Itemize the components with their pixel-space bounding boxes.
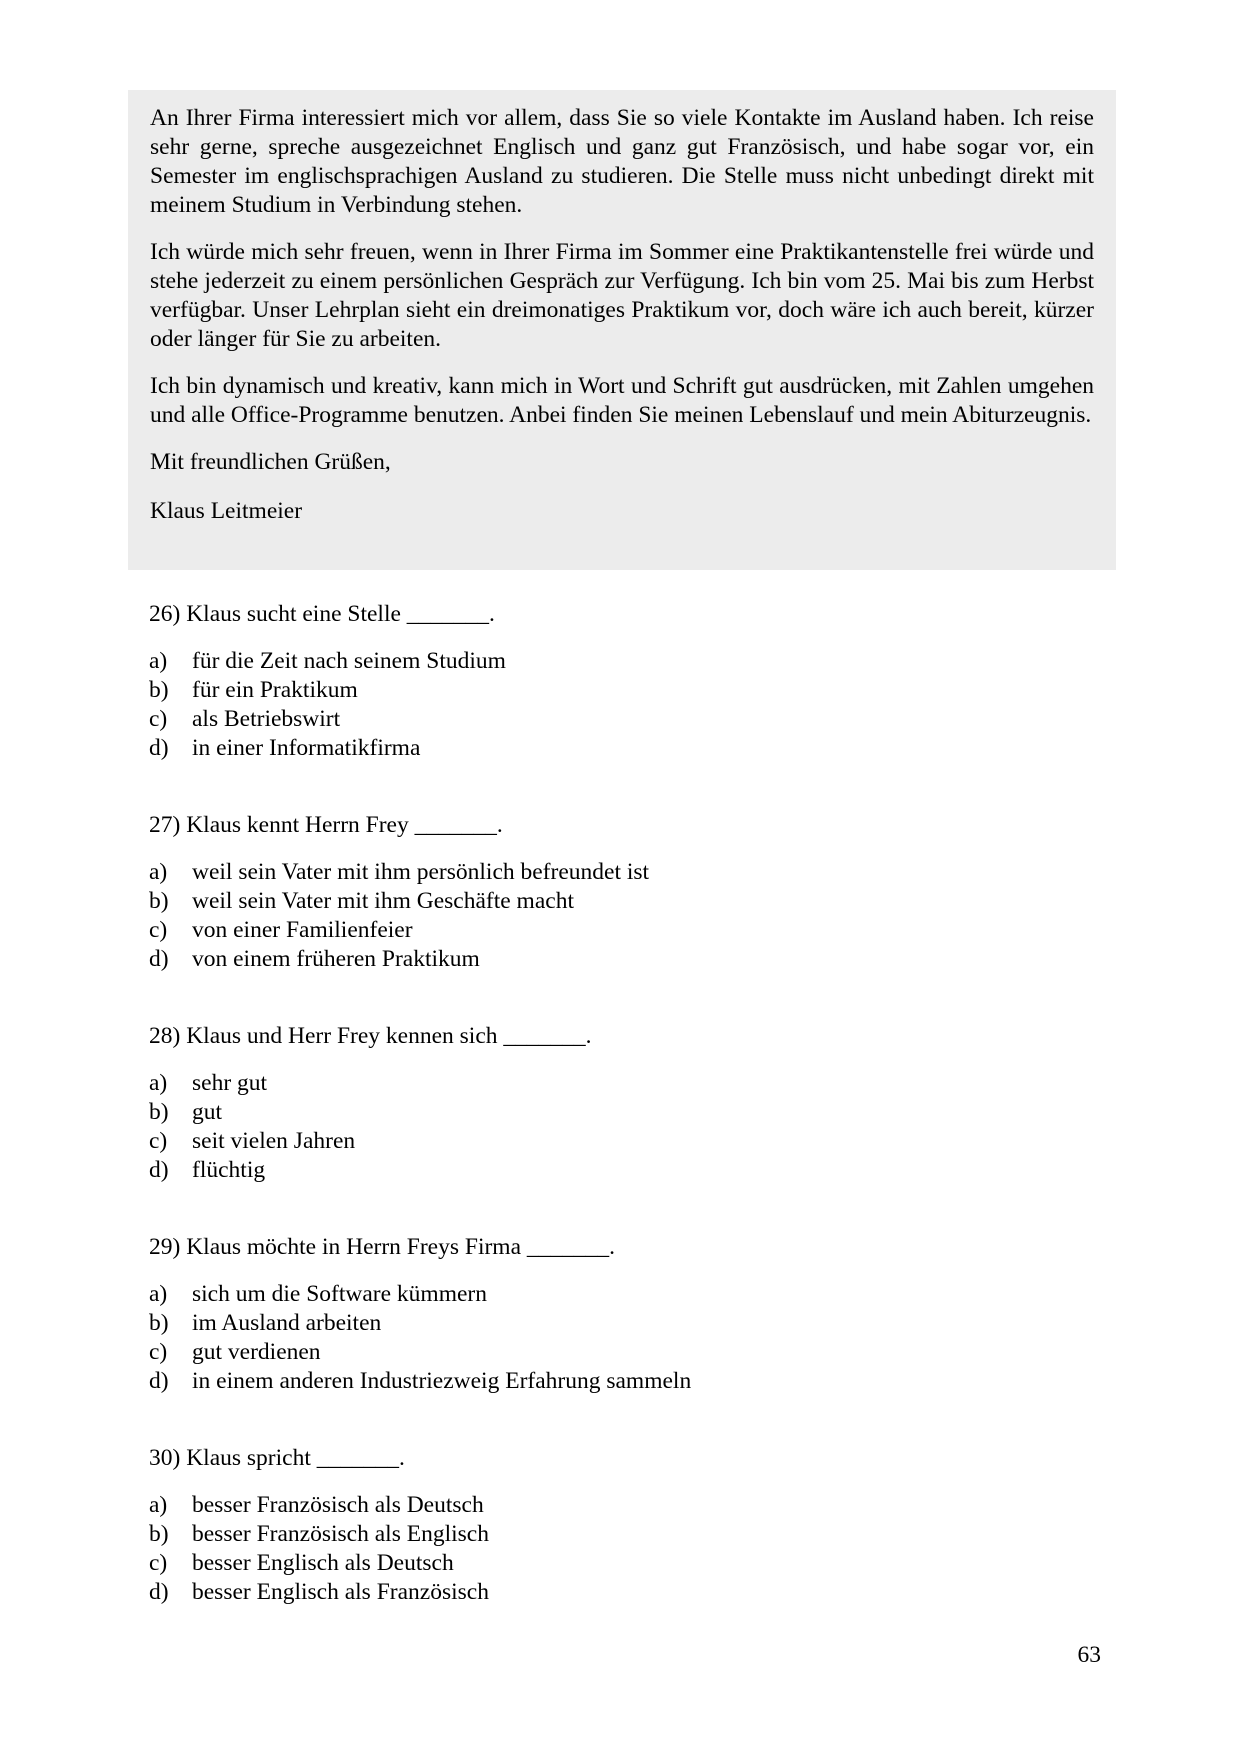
option-letter: b) <box>149 1099 169 1125</box>
answer-option-a <box>149 858 1049 887</box>
answer-options <box>149 1069 1049 1185</box>
letter-closing: Mit freundlichen Grüßen, <box>150 449 391 475</box>
answer-option-b <box>149 887 1049 916</box>
option-text: seit vielen Jahren <box>192 1128 356 1154</box>
option-letter: a) <box>149 1070 168 1096</box>
option-letter: a) <box>149 859 168 885</box>
answer-option-a <box>149 647 1049 676</box>
option-text: für die Zeit nach seinem Studium <box>192 648 506 674</box>
option-text: für ein Praktikum <box>192 677 358 703</box>
answer-option-a <box>149 1069 1049 1098</box>
option-letter: d) <box>149 735 169 761</box>
answer-option-b <box>149 1520 1049 1549</box>
question-text: 30) Klaus spricht _______. <box>149 1445 405 1471</box>
option-text: weil sein Vater mit ihm Geschäfte macht <box>192 888 574 914</box>
answer-option-b <box>149 1098 1049 1127</box>
option-text: von einem früheren Praktikum <box>192 946 480 972</box>
answer-option-a <box>149 1491 1049 1520</box>
question-26 <box>149 600 1049 763</box>
answer-options <box>149 1491 1049 1607</box>
question-text: 27) Klaus kennt Herrn Frey _______. <box>149 812 503 838</box>
letter-paragraph: Ich bin dynamisch und kreativ, kann mich in Wort und Schrift gut ausdrücken, mit Zahlen umgehen und alle Office-Programme benutzen. Anbei finden Sie meinen Lebenslauf und mein Abiturzeugnis. <box>150 373 1094 428</box>
option-text: im Ausland arbeiten <box>192 1310 382 1336</box>
answer-option-d <box>149 1578 1049 1607</box>
answer-option-c <box>149 1549 1049 1578</box>
answer-option-b <box>149 676 1049 705</box>
option-text: von einer Familienfeier <box>192 917 413 943</box>
option-text: sich um die Software kümmern <box>192 1281 487 1307</box>
option-text: besser Französisch als Deutsch <box>192 1492 484 1518</box>
answer-options <box>149 647 1049 763</box>
letter-signature: Klaus Leitmeier <box>150 498 303 524</box>
answer-options <box>149 1280 1049 1396</box>
option-text: besser Englisch als Deutsch <box>192 1550 454 1576</box>
question-28 <box>149 1022 1049 1185</box>
option-text: in einem anderen Industriezweig Erfahrung sammeln <box>192 1368 692 1394</box>
answer-option-c <box>149 705 1049 734</box>
answer-option-d <box>149 1156 1049 1185</box>
answer-option-d <box>149 734 1049 763</box>
option-text: besser Englisch als Französisch <box>192 1579 489 1605</box>
letter-excerpt-box <box>128 90 1116 570</box>
option-letter: c) <box>149 917 168 943</box>
question-27 <box>149 811 1049 974</box>
option-text: weil sein Vater mit ihm persönlich befreundet ist <box>192 859 650 885</box>
option-letter: b) <box>149 888 169 914</box>
option-text: gut <box>192 1099 223 1125</box>
letter-paragraph: Ich würde mich sehr freuen, wenn in Ihrer Firma im Sommer eine Praktikantenstelle frei würde und stehe jederzeit zu einem persönlichen Gespräch zur Verfügung. Ich bin vom 25. Mai bis zum Herbst verfügbar. Unser Lehrplan sieht ein dreimonatiges Praktikum vor, doch wäre ich auch bereit, kürzer oder länger für Sie zu arbeiten. <box>150 239 1094 352</box>
option-letter: d) <box>149 1579 169 1605</box>
option-letter: d) <box>149 946 169 972</box>
answer-option-c <box>149 1338 1049 1367</box>
option-letter: c) <box>149 1550 168 1576</box>
answer-option-c <box>149 1127 1049 1156</box>
option-text: besser Französisch als Englisch <box>192 1521 489 1547</box>
option-text: flüchtig <box>192 1157 266 1183</box>
option-letter: a) <box>149 1281 168 1307</box>
answer-option-d <box>149 1367 1049 1396</box>
answer-option-c <box>149 916 1049 945</box>
page-number: 63 <box>1077 1642 1101 1668</box>
option-letter: b) <box>149 677 169 703</box>
option-letter: c) <box>149 706 168 732</box>
option-text: sehr gut <box>192 1070 268 1096</box>
option-letter: d) <box>149 1157 169 1183</box>
option-letter: a) <box>149 648 168 674</box>
option-text: in einer Informatikfirma <box>192 735 421 761</box>
question-29 <box>149 1233 1049 1396</box>
option-text: gut verdienen <box>192 1339 321 1365</box>
option-letter: d) <box>149 1368 169 1394</box>
answer-option-d <box>149 945 1049 974</box>
question-text: 26) Klaus sucht eine Stelle _______. <box>149 601 495 627</box>
letter-paragraph: An Ihrer Firma interessiert mich vor allem, dass Sie so viele Kontakte im Ausland haben. Ich reise sehr gerne, spreche ausgezeichnet Englisch und ganz gut Französisch, und habe sogar vor, ein Semester im englischsprachigen Ausland zu studieren. Die Stelle muss nicht unbedingt direkt mit meinem Studium in Verbindung stehen. <box>150 105 1094 218</box>
answer-option-b <box>149 1309 1049 1338</box>
answer-option-a <box>149 1280 1049 1309</box>
question-text: 29) Klaus möchte in Herrn Freys Firma _______. <box>149 1234 616 1260</box>
question-text: 28) Klaus und Herr Frey kennen sich _______. <box>149 1023 592 1049</box>
option-letter: c) <box>149 1128 168 1154</box>
question-30 <box>149 1444 1049 1607</box>
option-letter: b) <box>149 1310 169 1336</box>
option-letter: b) <box>149 1521 169 1547</box>
answer-options <box>149 858 1049 974</box>
option-letter: a) <box>149 1492 168 1518</box>
option-text: als Betriebswirt <box>192 706 341 732</box>
option-letter: c) <box>149 1339 168 1365</box>
